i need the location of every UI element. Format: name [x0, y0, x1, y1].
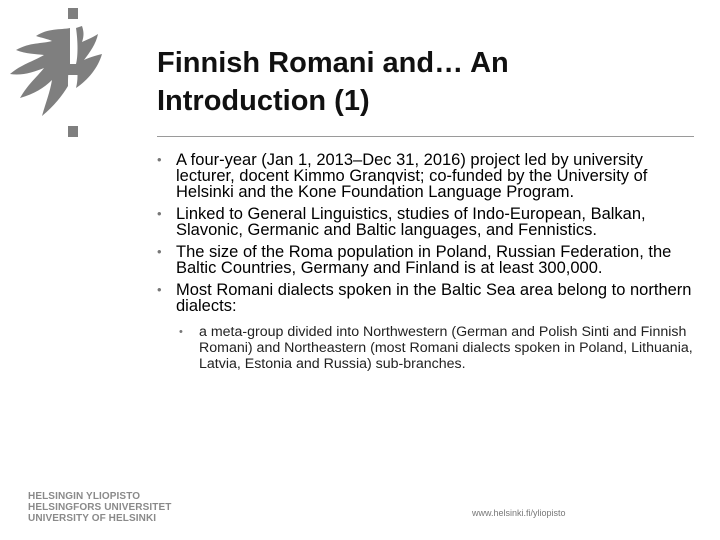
title-line-1: Finnish Romani and… An — [157, 47, 509, 79]
university-name-english: UNIVERSITY OF HELSINKI — [28, 513, 157, 524]
bullet-text: A four-year (Jan 1, 2013–Dec 31, 2016) project led by university lecturer, docent Kimmo Granqvist; co-funded by the University of Helsinki and the Kone Foundation Language Program. — [176, 151, 648, 201]
university-name-finnish: HELSINGIN YLIOPISTO — [28, 491, 141, 502]
university-name-block — [28, 491, 171, 524]
sub-bullet-text: a meta-group divided into Northwestern (German and Polish Sinti and Finnish Romani) and Northeastern (most Romani dialects spoken in Poland, Lithuania, Latvia, Estonia and Russia) sub-branches. — [199, 324, 693, 372]
bullet-item — [157, 244, 702, 276]
bullet-glyph: • — [157, 282, 162, 297]
bullet-text: Linked to General Linguistics, studies of Indo-European, Balkan, Slavonic, Germanic and Baltic languages, and Fennistics. — [176, 205, 646, 239]
footer-url: www.helsinki.fi/yliopisto — [472, 508, 566, 518]
university-name-swedish: HELSINGFORS UNIVERSITET — [28, 502, 172, 513]
title-line-2: Introduction (1) — [157, 85, 370, 117]
bullet-item — [157, 152, 702, 200]
sub-bullet-list — [176, 324, 702, 372]
slide-title — [157, 44, 697, 120]
sub-bullet-item — [176, 324, 702, 372]
bullet-glyph: • — [157, 244, 162, 259]
bullet-list — [157, 152, 702, 378]
university-flame-logo-icon — [8, 8, 104, 140]
sub-bullet-glyph: • — [179, 326, 183, 338]
bullet-text: Most Romani dialects spoken in the Baltic Sea area belong to northern dialects: — [176, 281, 692, 315]
bullet-item — [157, 282, 702, 372]
bullet-glyph: • — [157, 206, 162, 221]
title-divider — [157, 136, 694, 137]
bullet-item — [157, 206, 702, 238]
bullet-text: The size of the Roma population in Poland, Russian Federation, the Baltic Countries, Germany and Finland is at least 300,000. — [176, 243, 672, 277]
bullet-glyph: • — [157, 152, 162, 167]
